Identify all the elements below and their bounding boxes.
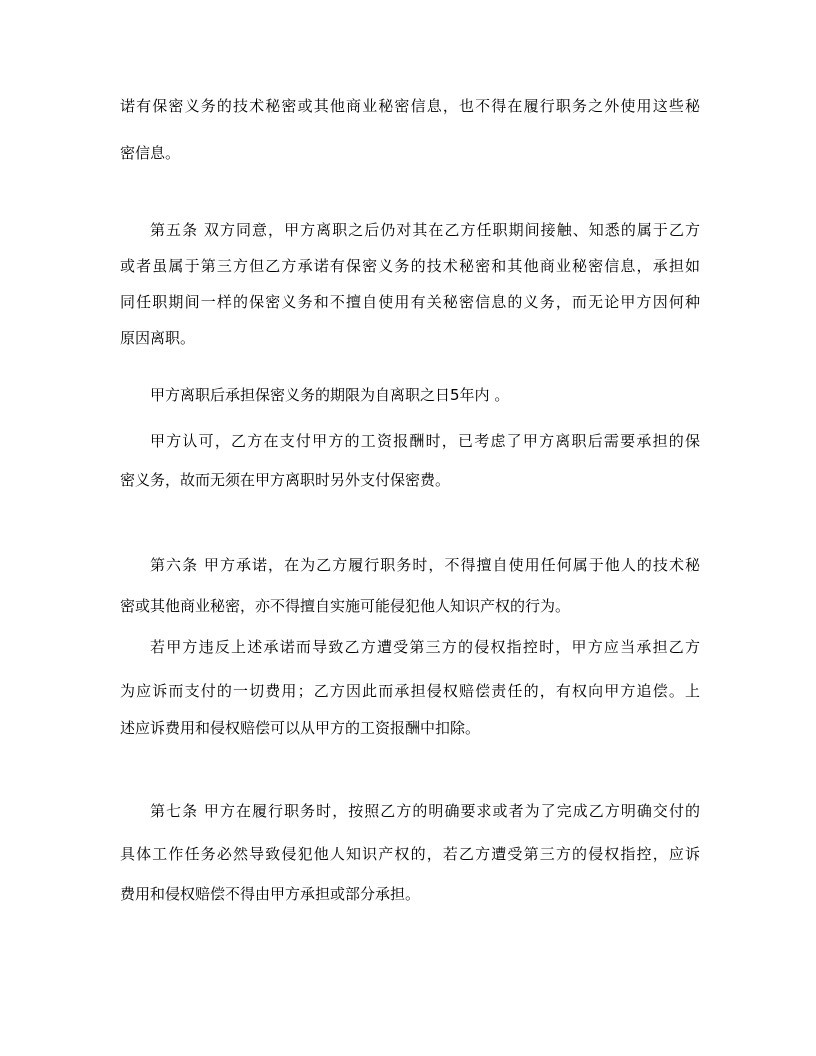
paragraph-line: 密信息。: [120, 144, 181, 162]
paragraph-line: 同任职期间一样的保密义务和不擅自使用有关秘密信息的义务，而无论甲方因何种: [120, 293, 700, 311]
paragraph-line: 甲方认可，乙方在支付甲方的工资报酬时，已考虑了甲方离职后需要承担的保: [150, 432, 700, 450]
paragraph-line: 密义务，故而无须在甲方离职时另外支付保密费。: [120, 471, 451, 489]
paragraph-line: 诺有保密义务的技术秘密或其他商业秘密信息，也不得在履行职务之外使用这些秘: [120, 97, 700, 115]
paragraph-line: 甲方离职后承担保密义务的期限为自离职之日5年内 。: [150, 386, 510, 404]
paragraph-line: 若甲方违反上述承诺而导致乙方遭受第三方的侵权指控时，甲方应当承担乙方: [150, 638, 700, 656]
article-6-heading-line: 第六条 甲方承诺，在为乙方履行职务时，不得擅自使用任何属于他人的技术秘: [150, 556, 700, 574]
paragraph-line: 费用和侵权赔偿不得由甲方承担或部分承担。: [120, 885, 421, 903]
paragraph-line: 具体工作任务必然导致侵犯他人知识产权的，若乙方遭受第三方的侵权指控，应诉: [120, 845, 700, 863]
paragraph-line: 述应诉费用和侵权赔偿可以从甲方的工资报酬中扣除。: [120, 719, 481, 737]
paragraph-line: 或者虽属于第三方但乙方承诺有保密义务的技术秘密和其他商业秘密信息，承担如: [120, 257, 700, 275]
article-7-heading-line: 第七条 甲方在履行职务时，按照乙方的明确要求或者为了完成乙方明确交付的: [150, 802, 700, 820]
paragraph-line: 原因离职。: [120, 329, 196, 347]
paragraph-line: 密或其他商业秘密，亦不得擅自实施可能侵犯他人知识产权的行为。: [120, 597, 571, 615]
paragraph-line: 为应诉而支付的一切费用；乙方因此而承担侵权赔偿责任的，有权向甲方追偿。上: [120, 682, 700, 700]
article-5-heading-line: 第五条 双方同意，甲方离职之后仍对其在乙方任职期间接触、知悉的属于乙方: [150, 221, 700, 239]
